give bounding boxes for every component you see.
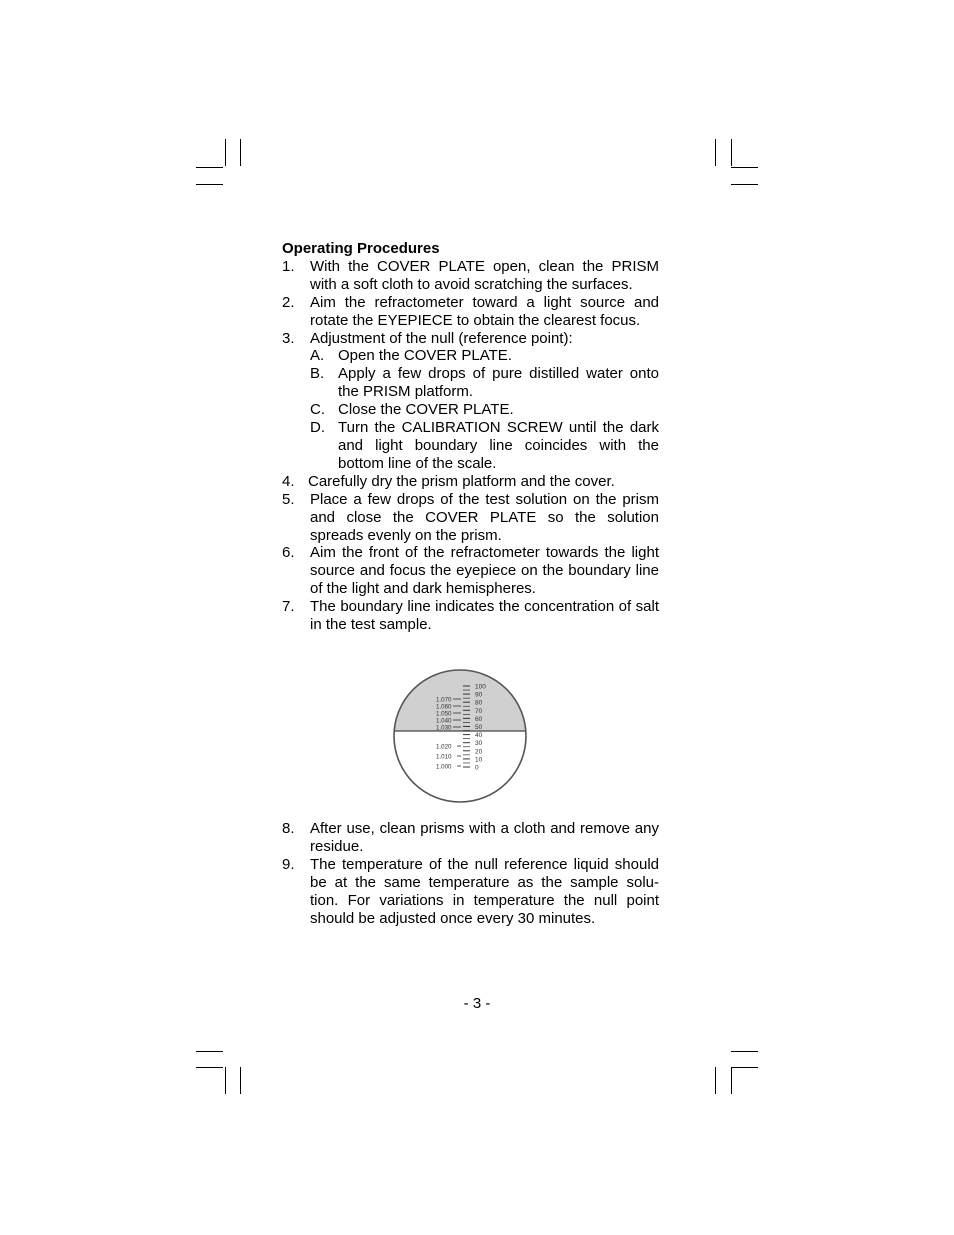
scale-label: 40 (475, 732, 483, 740)
crop-mark (731, 184, 758, 185)
step-text: The boundary line indicates the concentration of salt in the test sample. (310, 598, 659, 634)
crop-mark (196, 184, 223, 185)
step-number: 3. (282, 329, 295, 347)
step-text: Place a few drops of the test solution on the prism and close the COVER PLATE so the solution spreads evenly on the prism. (310, 490, 659, 544)
crop-mark (225, 1067, 226, 1094)
list-item (282, 473, 659, 491)
substep-letter: A. (310, 347, 325, 365)
step-text: Aim the front of the refractometer towards the light source and focus the eyepiece on the boundary line of the light and dark hemispheres. (310, 544, 659, 598)
crop-mark (240, 1067, 241, 1094)
page-number: - 3 - (463, 995, 491, 1012)
crop-mark (196, 1051, 223, 1052)
scale-label: 1.000 (436, 763, 452, 771)
step-number: 2. (282, 293, 295, 311)
crop-mark (731, 139, 732, 166)
list-item (282, 544, 659, 598)
list-item (282, 294, 659, 330)
scale-label: 90 (475, 691, 483, 699)
substep-text: Open the COVER PLATE. (338, 347, 512, 365)
list-item (282, 856, 659, 928)
substep-item (282, 401, 659, 419)
list-item (282, 491, 659, 545)
step-text: Adjustment of the null (reference point): (310, 329, 573, 347)
scale-label: 20 (475, 748, 483, 756)
procedure-section (282, 240, 659, 634)
scale-label: 0 (475, 764, 479, 772)
scale-label: 70 (475, 707, 483, 715)
crop-mark (731, 167, 758, 168)
step-number: 9. (282, 855, 295, 873)
substep-text: Close the COVER PLATE. (338, 401, 514, 419)
refractometer-scale-diagram (390, 664, 530, 810)
dark-hemisphere (390, 664, 530, 731)
scale-label: 10 (475, 756, 483, 764)
section-heading: Operating Procedures (282, 240, 440, 257)
step-text: Aim the refractometer toward a light source and rotate the EYEPIECE to obtain the clearest focus. (310, 293, 659, 329)
step-number: 6. (282, 544, 295, 562)
step-text: Carefully dry the prism platform and the cover. (308, 472, 615, 490)
scale-label: 50 (475, 724, 483, 731)
step-number: 7. (282, 598, 295, 616)
list-item (282, 330, 659, 348)
step-number: 8. (282, 820, 295, 837)
crop-mark (715, 139, 716, 166)
scale-label: 30 (475, 740, 483, 748)
step-number: 4. (282, 472, 295, 490)
crop-mark (731, 1067, 732, 1094)
scale-label: 1.030 (436, 724, 452, 732)
steps-list (282, 258, 659, 634)
substep-item (282, 365, 659, 401)
step-text: After use, clean prisms with a cloth and remove any residue. (310, 820, 659, 855)
substep-item (282, 347, 659, 365)
substep-item (282, 419, 659, 473)
scale-label: 1.050 (436, 710, 452, 718)
substep-letter: B. (310, 365, 325, 383)
crop-mark (731, 1051, 758, 1052)
list-item (282, 598, 659, 634)
step-text: With the COVER PLATE open, clean the PRISM with a soft cloth to avoid scratching the surfaces. (310, 257, 659, 293)
crop-mark (240, 139, 241, 166)
step-number: 1. (282, 257, 295, 275)
list-item (282, 258, 659, 294)
crop-mark (196, 167, 223, 168)
crop-mark (715, 1067, 716, 1094)
scale-label: 100 (475, 683, 486, 691)
scale-label: 80 (475, 699, 483, 707)
scale-label: 1.070 (436, 696, 452, 704)
crop-mark (196, 1067, 223, 1068)
substep-text: Turn the CALIBRATION SCREW until the dark and light boundary line coincides with the bottom line of the scale. (338, 419, 659, 472)
scale-label: 1.060 (436, 703, 452, 711)
procedure-section-continued (282, 820, 659, 927)
scale-label: 1.010 (436, 753, 452, 761)
crop-mark (225, 139, 226, 166)
scale-label: 1.040 (436, 717, 452, 725)
scale-label: 1.020 (436, 743, 452, 751)
crop-mark (731, 1067, 758, 1068)
step-number: 5. (282, 490, 295, 508)
steps-list (282, 820, 659, 927)
scale-label: 60 (475, 715, 483, 723)
substep-letter: D. (310, 419, 325, 437)
list-item (282, 820, 659, 856)
substep-letter: C. (310, 401, 325, 419)
step-text: The temperature of the null reference liquid should be at the same temperature as the sample solu- tion. For variations in temperature the null point should be adjusted once every 30 minutes. (310, 855, 659, 927)
substep-text: Apply a few drops of pure distilled water onto the PRISM platform. (338, 365, 659, 401)
